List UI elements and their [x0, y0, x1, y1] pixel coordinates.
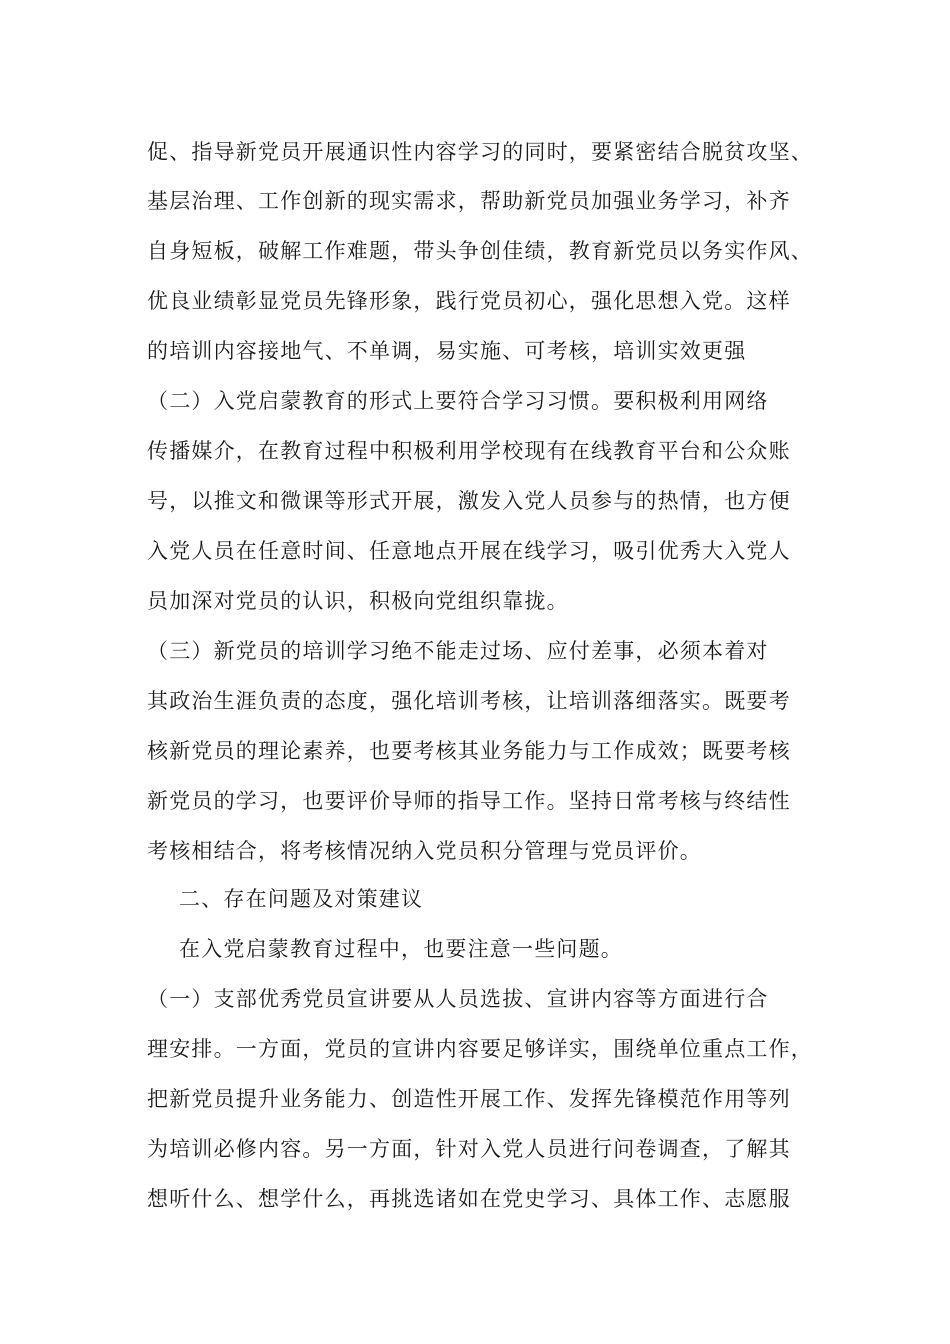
text-line: 理安排。一方面，党员的宣讲内容要足够详实，围绕单位重点工作，: [147, 1037, 813, 1061]
text-line: 促、指导新党员开展通识性内容学习的同时，要紧密结合脱贫攻坚、: [147, 140, 813, 164]
text-line: 为培训必修内容。另一方面，针对入党人员进行问卷调查，了解其: [147, 1137, 791, 1161]
text-line: 员加深对党员的认识，积极向党组织靠拢。: [147, 589, 569, 613]
text-line: 优良业绩彰显党员先锋形象，践行党员初心，强化思想入党。这样: [147, 289, 791, 313]
text-line: 在入党启蒙教育过程中，也要注意一些问题。: [179, 937, 623, 961]
text-line: 传播媒介，在教育过程中积极利用学校现有在线教育平台和公众账: [147, 439, 791, 463]
text-line: 核新党员的理论素养，也要考核其业务能力与工作成效；既要考核: [147, 739, 791, 763]
text-line: 想听什么、想学什么，再挑选诸如在党史学习、具体工作、志愿服: [147, 1187, 791, 1211]
text-line: 其政治生涯负责的态度，强化培训考核，让培训落细落实。既要考: [147, 689, 791, 713]
text-line: 把新党员提升业务能力、创造性开展工作、发挥先锋模范作用等列: [147, 1087, 791, 1111]
text-line: 号，以推文和微课等形式开展，激发入党人员参与的热情，也方便: [147, 489, 791, 513]
text-line: 基层治理、工作创新的现实需求，帮助新党员加强业务学习，补齐: [147, 189, 791, 213]
paragraph-heading-2: （二）入党启蒙教育的形式上要符合学习习惯。要积极利用网络: [147, 389, 769, 413]
text-line: 入党人员在任意时间、任意地点开展在线学习，吸引优秀大入党人: [147, 539, 791, 563]
paragraph-heading-3: （三）新党员的培训学习绝不能走过场、应付差事，必须本着对: [147, 639, 769, 663]
section-heading: 二、存在问题及对策建议: [179, 887, 424, 911]
text-line: 自身短板，破解工作难题，带头争创佳绩，教育新党员以务实作风、: [147, 239, 813, 263]
text-line: 的培训内容接地气、不单调，易实施、可考核，培训实效更强: [147, 339, 747, 363]
text-line: 考核相结合，将考核情况纳入党员积分管理与党员评价。: [147, 839, 702, 863]
paragraph-heading-1: （一）支部优秀党员宣讲要从人员选拔、宣讲内容等方面进行合: [147, 987, 769, 1011]
text-line: 新党员的学习，也要评价导师的指导工作。坚持日常考核与终结性: [147, 789, 791, 813]
